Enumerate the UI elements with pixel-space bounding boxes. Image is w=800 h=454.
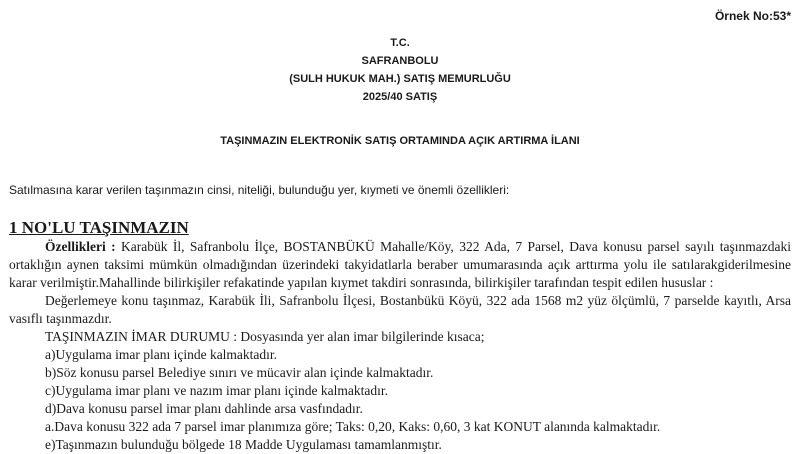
zoning-item: b)Söz konusu parsel Belediye sınırı ve mücavir alan içinde kalmaktadır.	[45, 365, 434, 380]
zoning-item: a)Uygulama imar planı içinde kalmaktadır.	[45, 347, 278, 362]
features-paragraph	[9, 238, 791, 292]
form-number: Örnek No:53*	[714, 9, 791, 23]
header-country: T.C.	[390, 37, 410, 49]
zoning-intro: TAŞINMAZIN İMAR DURUMU : Dosyasında yer alan imar bilgilerinde kısaca;	[45, 329, 485, 344]
zoning-item: e)Taşınmazın bulunduğu bölgede 18 Madde Uygulaması tamamlanmıştır.	[45, 437, 442, 452]
header-file-number: 2025/40 SATIŞ	[362, 91, 438, 103]
valuation-paragraph: Değerlemeye konu taşınmaz, Karabük İli, Safranbolu İlçesi, Bostanbükü Köyü, 322 ada 1568 m2 yüz ölçümlü, 7 parselde kayıtlı, Arsa vasıflı taşınmazdır.	[9, 293, 791, 326]
features-label: Özellikleri :	[45, 239, 116, 254]
header-office: (SULH HUKUK MAH.) SATIŞ MEMURLUĞU	[289, 73, 511, 85]
header-district: SAFRANBOLU	[361, 55, 439, 67]
document-header	[0, 34, 800, 106]
zoning-item: c)Uygulama imar planı ve nazım imar planı içinde kalmaktadır.	[45, 383, 389, 398]
intro-text: Satılmasına karar verilen taşınmazın cinsi, niteliği, bulunduğu yer, kıymeti ve önemli özellikleri:	[9, 183, 510, 197]
property-details	[9, 238, 791, 454]
zoning-item: d)Dava konusu parsel imar planı dahlinde arsa vasfındadır.	[45, 401, 363, 416]
notice-title: TAŞINMAZIN ELEKTRONİK SATIŞ ORTAMINDA AÇIK ARTIRMA İLANI	[220, 135, 580, 147]
features-text: Karabük İl, Safranbolu İlçe, BOSTANBÜKÜ Mahalle/Köy, 322 Ada, 7 Parsel, Dava konusu parsel sayılı taşınmazdaki ortaklığın aynen taksimi mümkün olmadığından üzerindeki takyidatlarla beraber umumarasında açık arttırma yolu ile satılarakgiderilmesine karar verilmiştir.Mahallinde bilirkişiler refakatinde yapılan kıymet takdiri sonrasında, bilirkişiler tarafından tespit edilen hususlar :	[9, 239, 791, 290]
property-heading: 1 NO'LU TAŞINMAZIN	[9, 218, 189, 237]
zoning-item: a.Dava konusu 322 ada 7 parsel imar planımıza göre; Taks: 0,20, Kaks: 0,60, 3 kat KONUT alanında kalmaktadır.	[45, 419, 661, 434]
